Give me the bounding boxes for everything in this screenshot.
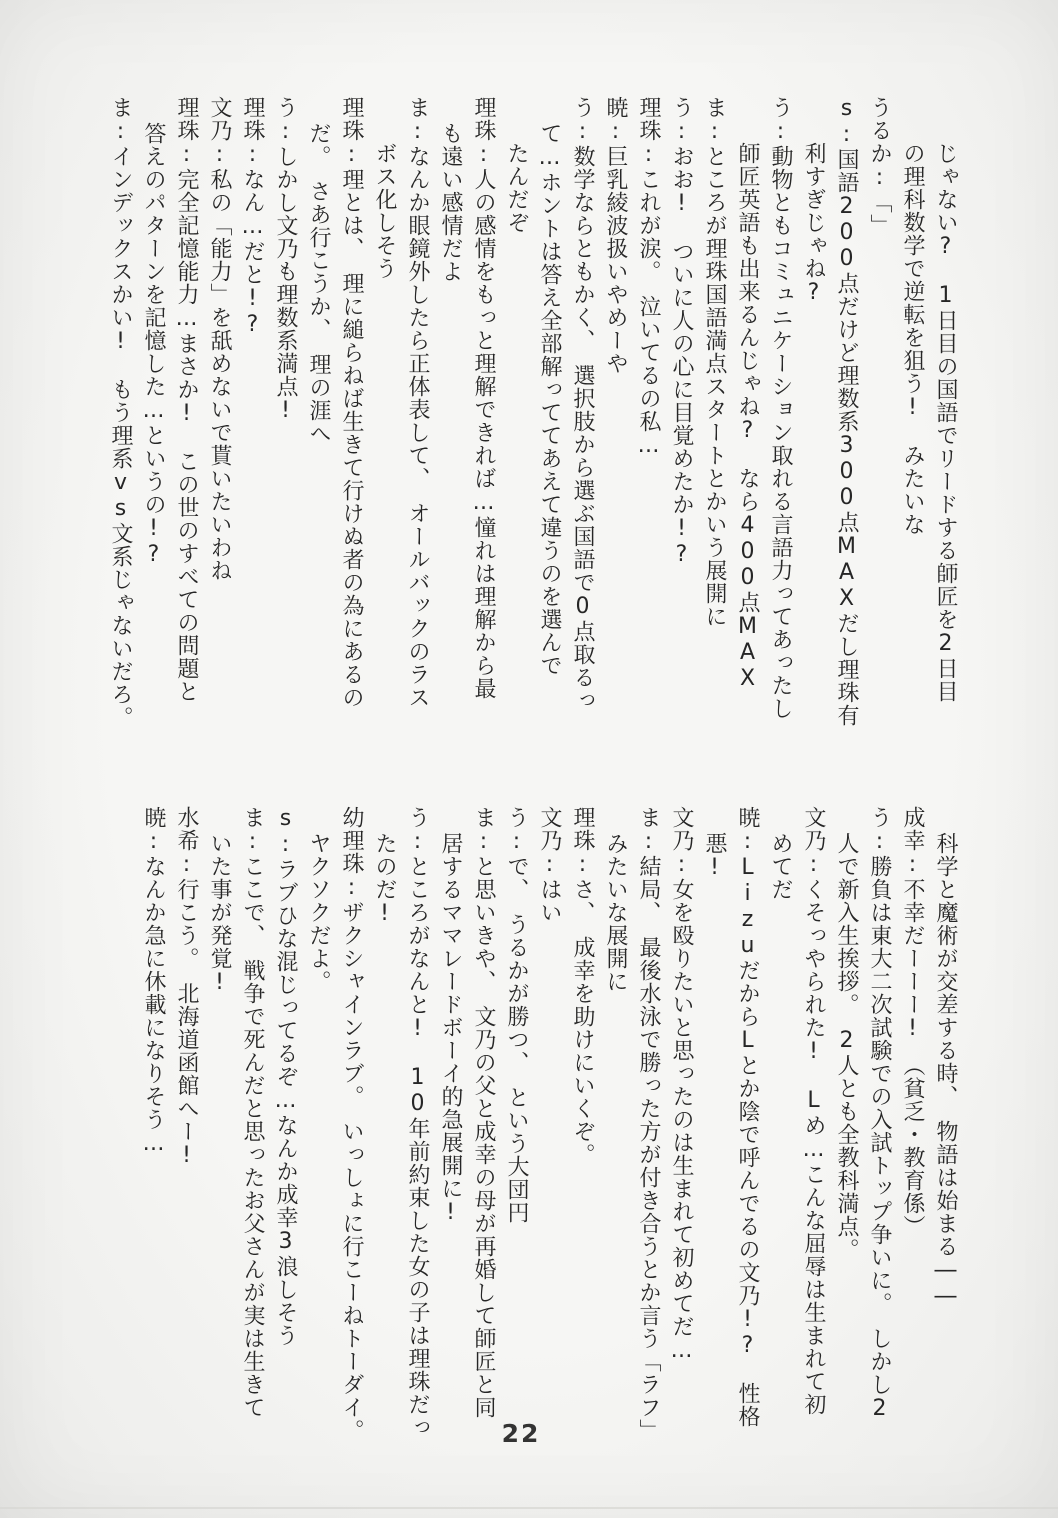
text-line: う:おお! ついに人の心に目覚めたか!? <box>669 96 694 568</box>
text-line: う:動物ともコミュニケーション取れる言語力ってあったし <box>768 96 793 720</box>
text-line: 悪! <box>702 832 727 881</box>
text-line: 幼理珠:ザクシャインラブ。 いっしょに行こーねトーダイ。 <box>339 806 364 1442</box>
text-line: う:ところがなんと! 10年前約束した女の子は理珠だっ <box>405 806 430 1439</box>
text-line: う:しかし文乃も理数系満点! <box>273 96 298 424</box>
text-line: ま:なんか眼鏡外したら正体表して、 オールバックのラス <box>405 96 430 709</box>
text-line: ま:結局、 最後水泳で勝った方が付き合うとか言う「ラフ」 <box>636 806 661 1442</box>
text-line: も遠い感情だよ <box>438 122 463 283</box>
text-line: う:で、 うるかが勝つ、 という大団円 <box>504 806 529 1224</box>
text-line: 文乃:はい <box>537 806 562 924</box>
text-line: 人で新入生挨拶。 2人とも全教科満点。 <box>834 832 859 1261</box>
text-line: 科学と魔術が交差する時、 物語は始まる―― <box>933 832 958 1310</box>
text-line: て…ホントは答え全部解っててあえて違うのを選んで <box>537 122 562 677</box>
text-line: 理珠:完全記憶能力…まさか! この世のすべての問題と <box>174 96 199 703</box>
text-line: 暁:LizuだからLとか陰で呼んでるの文乃!? 性格 <box>735 806 760 1428</box>
text-line: 理珠:さ、 成幸を助けにいくぞ。 <box>570 806 595 1166</box>
page-number: 22 <box>501 1419 541 1448</box>
text-line: 理珠:なん…だと!? <box>240 96 265 338</box>
text-line: ボス化しそう <box>372 142 397 280</box>
text-line: ま:インデックスかい! もう理系vs文系じゃないだろ。 <box>108 96 133 729</box>
text-line: 成幸:不幸だーーー! （貧乏・教育係） <box>900 806 925 1238</box>
text-line: 利すぎじゃね? <box>801 142 826 306</box>
text-block-top <box>104 96 962 751</box>
text-line: 文乃:私の「能力」を舐めないで貰いたいわね <box>207 96 232 582</box>
text-block-bottom <box>137 806 962 1451</box>
text-line: 文乃:くそっやられた! Lめ…こんな屈辱は生まれて初 <box>801 806 826 1416</box>
text-line: たんだぞ <box>504 142 529 234</box>
text-line: s:ラブひな混じってるぞ…なんか成幸3浪しそう <box>273 806 298 1347</box>
text-line: だ。 さあ行こうか、 理の涯へ <box>306 122 331 445</box>
text-line: 理珠:理とは、 理に縋らねば生きて行けぬ者の為にあるの <box>339 96 364 709</box>
text-line: 理珠:これが涙。 泣いてるの私… <box>636 96 661 459</box>
text-line: う:勝負は東大二次試験での入試トップ争いに。 しかし2 <box>867 806 892 1422</box>
text-line: 理珠:人の感情をもっと理解できれば…憧れは理解から最 <box>471 96 496 700</box>
text-line: ま:ところが理珠国語満点スタートとかいう展開に <box>702 96 727 628</box>
text-line: いた事が発覚! <box>207 832 232 996</box>
text-line: s:国語200点だけど理数系300点MAXだし理珠有 <box>834 96 859 727</box>
text-line: 文乃:女を殴りたいと思ったのは生まれて初めてだ… <box>669 806 694 1364</box>
text-line: うるか:「」 <box>867 96 892 237</box>
text-line: 暁:なんか急に休載になりそう… <box>141 806 166 1157</box>
text-line: じゃない? 1日目の国語でリードする師匠を2日目 <box>933 142 958 703</box>
text-line: たのだ! <box>372 832 397 927</box>
scan-edge-artifact <box>0 1507 1058 1509</box>
text-line: 居するママレードボーイ的急展開に! <box>438 832 463 1226</box>
text-line: みたいな展開に <box>603 832 628 993</box>
text-line: 水希:行こう。 北海道函館へー! <box>174 806 199 1169</box>
text-line: めてだ <box>768 832 793 901</box>
text-line: 暁:巨乳綾波扱いやめーや <box>603 96 628 375</box>
text-line: ヤクソクだよ。 <box>306 832 331 993</box>
text-line: ま:と思いきや、 文乃の父と成幸の母が再婚して師匠と同 <box>471 806 496 1419</box>
text-line: 師匠英語も出来るんじゃね? なら400点MAX <box>735 142 760 692</box>
text-line: 答えのパターンを記憶した…というの!? <box>141 122 166 568</box>
text-line: の理科数学で逆転を狙う! みたいな <box>900 142 925 536</box>
text-line: ま:ここで、 戦争で死んだと思ったお父さんが実は生きて <box>240 806 265 1419</box>
text-line: う:数学ならともかく、 選択肢から選ぶ国語で0点取るっ <box>570 96 595 712</box>
